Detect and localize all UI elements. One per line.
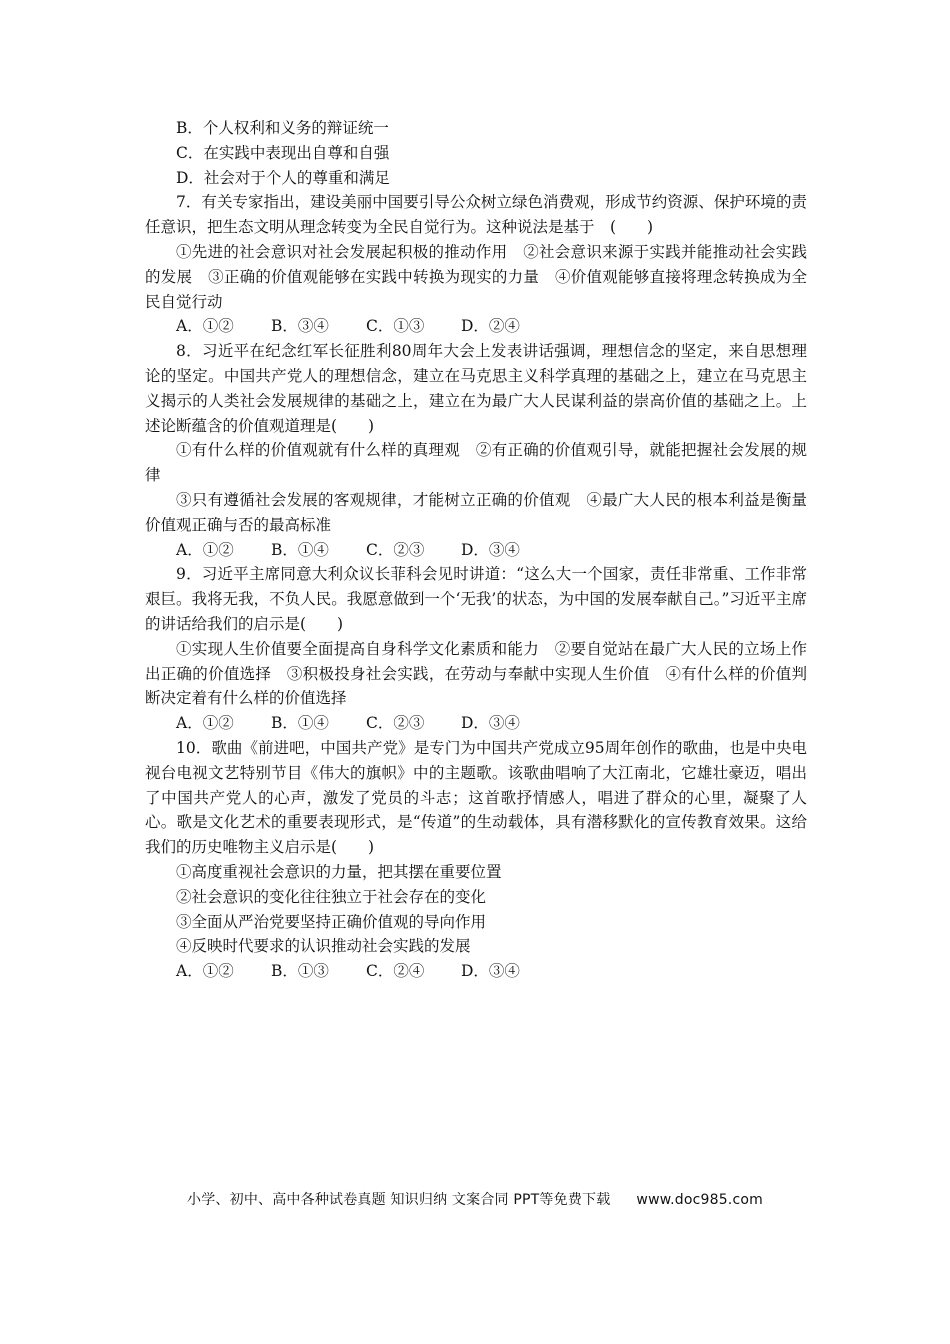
question-9-statements: ①实现人生价值要全面提高自身科学文化素质和能力 ②要自觉站在最广大人民的立场上作出正确的价值选择 ③积极投身社会实践，在劳动与奉献中实现人生价值 ④有什么样的价值判断决定着有什么样的价值选择 [145, 639, 807, 708]
question-10-statement-1: ①高度重视社会意识的力量，把其摆在重要位置 [176, 862, 502, 881]
prev-option-d: D．社会对于个人的尊重和满足 [176, 168, 390, 187]
footer-site-link[interactable]: www.doc985.com [636, 1192, 763, 1208]
question-10-option-b: B．①③ [271, 962, 329, 981]
page-footer [0, 1189, 950, 1209]
question-10-options [145, 959, 807, 984]
question-7-statements: ①先进的社会意识对社会发展起积极的推动作用 ②社会意识来源于实践并能推动社会实践的发展 ③正确的价值观能够在实践中转换为现实的力量 ④价值观能够直接将理念转换成为全民自觉行动 [145, 242, 807, 311]
question-7-option-a: A．①② [176, 317, 234, 336]
question-10-statement-4: ④反映时代要求的认识推动社会实践的发展 [176, 937, 471, 956]
question-7-stem: 7．有关专家指出，建设美丽中国要引导公众树立绿色消费观，形成节约资源、保护环境的责任意识，把生态文明从理念转变为全民自觉行为。这种说法是基于 ( ) [145, 193, 807, 237]
question-7-option-c: C．①③ [366, 317, 425, 336]
exam-content [145, 116, 807, 984]
footer-text: 小学、初中、高中各种试卷真题 知识归纳 文案合同 PPT等免费下载 [187, 1192, 611, 1208]
question-9-option-d: D．③④ [461, 714, 520, 733]
question-9-option-c: C．②③ [366, 714, 425, 733]
question-8-options [145, 538, 807, 563]
prev-option-b: B．个人权利和义务的辩证统一 [176, 119, 389, 137]
question-8-option-d: D．③④ [461, 540, 520, 559]
question-8-statements-2: ③只有遵循社会发展的客观规律，才能树立正确的价值观 ④最广大人民的根本利益是衡量价值观正确与否的最高标准 [145, 490, 807, 534]
question-9-stem: 9．习近平主席同意大利众议长菲科会见时讲道：“这么大一个国家，责任非常重、工作非常艰巨。我将无我，不负人民。我愿意做到一个‘无我’的状态，为中国的发展奉献自己。”习近平主席的讲话给我们的启示是( ) [145, 565, 808, 633]
prev-option-c: C．在实践中表现出自尊和自强 [176, 143, 390, 162]
question-8-option-a: A．①② [176, 540, 234, 559]
question-7-option-b: B．③④ [271, 317, 329, 336]
question-8-option-b: B．①④ [271, 540, 329, 559]
question-10-option-c: C．②④ [366, 962, 425, 981]
question-9-options [145, 711, 807, 736]
question-8-option-c: C．②③ [366, 540, 425, 559]
question-10-statement-2: ②社会意识的变化往往独立于社会存在的变化 [176, 887, 487, 906]
question-10-stem: 10．歌曲《前进吧，中国共产党》是专门为中国共产党成立95周年创作的歌曲，也是中央电视台电视文艺特别节目《伟大的旗帜》中的主题歌。该歌曲唱响了大江南北，它雄壮豪迈，唱出了中国共产党人的心声，激发了党员的斗志；这首歌抒情感人，唱进了群众的心里，凝聚了人心。歌是文化艺术的重要表现形式，是“传道”的生动载体，具有潜移默化的宣传教育效果。这给我们的历史唯物主义启示是( ) [145, 738, 807, 857]
question-9-option-b: B．①④ [271, 714, 329, 733]
question-7-options [145, 314, 807, 339]
question-10-option-a: A．①② [176, 962, 234, 981]
question-10-option-d: D．③④ [461, 962, 520, 981]
question-8-statements-1: ①有什么样的价值观就有什么样的真理观 ②有正确的价值观引导，就能把握社会发展的规律 [145, 441, 807, 485]
question-9-option-a: A．①② [176, 714, 234, 733]
question-8-stem: 8．习近平在纪念红军长征胜利80周年大会上发表讲话强调，理想信念的坚定，来自思想理论的坚定。中国共产党人的理想信念，建立在马克思主义科学真理的基础之上，建立在马克思主义揭示的人类社会发展规律的基础之上，建立在为最广大人民谋利益的崇高价值的基础之上。上述论断蕴含的价值观道理是( ) [145, 342, 807, 435]
question-10-statement-3: ③全面从严治党要坚持正确价值观的导向作用 [176, 912, 487, 931]
question-7-option-d: D．②④ [461, 317, 520, 336]
